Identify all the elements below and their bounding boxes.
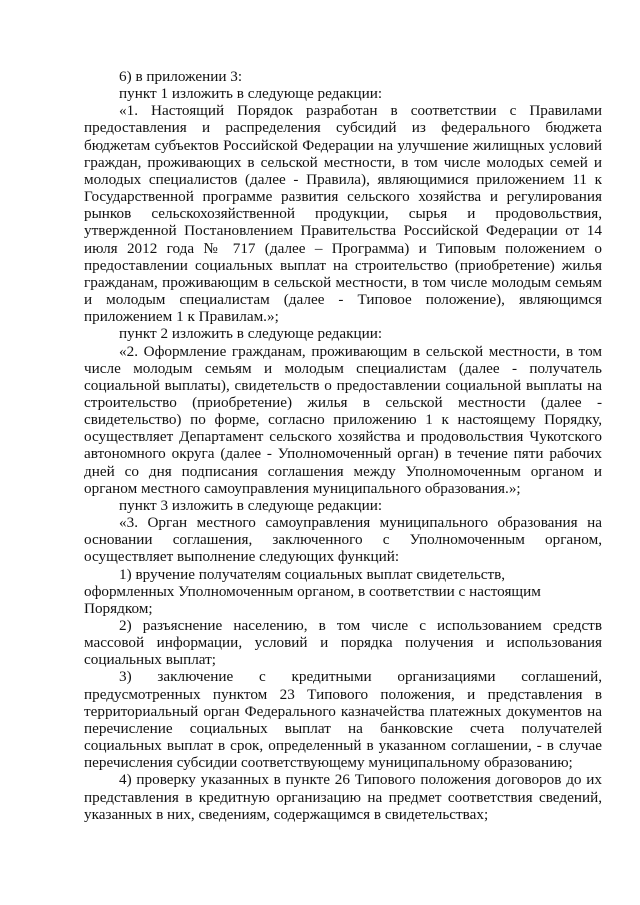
paragraph-appendix-3: 6) в приложении 3: <box>119 68 243 85</box>
document-page <box>84 68 602 823</box>
function-1-line-2: оформленных Уполномоченным органом, в соответствии с настоящим <box>84 582 541 600</box>
paragraph-function-3: 3) заключение с кредитными организациями соглашений, предусмотренных пунктом 23 Типового положения, и представления в территориальный орган Федерального казначейства платежных документов на перечисление социальных выплат на банковские счета получателей социальных выплат в срок, определенный в указанном соглашении, - в случае перечисления субсидии соответствующему муниципальному образованию; <box>84 668 602 772</box>
paragraph-function-2: 2) разъяснение населению, в том числе с использованием средств массовой информации, условий и порядка получения и использования социальных выплат; <box>84 617 602 669</box>
paragraph-item-2: «2. Оформление гражданам, проживающим в сельской местности, в том числе молодым семьям и молодым специалистам (далее - получатель социальной выплаты), свидетельств о предоставлении социальной выплаты на строительство (приобретение) жилья в сельской местности (далее - свидетельство) по форме, согласно приложению 1 к настоящему Порядку, осуществляет Департамент сельского хозяйства и продовольствия Чукотского автономного округа (далее - Уполномоченный орган) в течение пяти рабочих дней со дня подписания соглашения между Уполномоченным органом и органом местного самоуправления муниципального образования.»; <box>84 342 602 497</box>
function-1-line-1: 1) вручение получателям социальных выплат свидетельств, <box>119 565 506 583</box>
paragraph-item-1-intro: пункт 1 изложить в следующе редакции: <box>119 85 383 103</box>
paragraph-item-1: «1. Настоящий Порядок разработан в соответствии с Правилами предоставления и распределения субсидий из федерального бюджета бюджетам субъектов Российской Федерации на улучшение жилищных условий граждан, проживающих в сельской местности, в том числе молодых семей и молодых специалистов (далее - Правила), являющимися приложением 11 к Государственной программе развития сельского хозяйства и регулирования рынков сельскохозяйственной продукции, сырья и продовольствия, утвержденной Постановлением Правительства Российской Федерации от 14 июля 2012 года № 717 (далее – Программа) и Типовым положением о предоставлении социальных выплат на строительство (приобретение) жилья гражданам, проживающим в сельской местности, в том числе молодым семьям и молодым специалистам (далее - Типовое положение), являющимся приложением 1 к Правилам.»; <box>84 102 602 326</box>
paragraph-function-1 <box>84 566 602 617</box>
function-1-line-3: Порядком; <box>84 599 153 617</box>
paragraph-function-4: 4) проверку указанных в пункте 26 Типового положения договоров до их представления в кредитную организацию на предмет соответствия сведений, указанных в них, сведениям, содержащимся в свидетельствах; <box>84 771 602 823</box>
paragraph-item-2-intro: пункт 2 изложить в следующе редакции: <box>119 325 383 343</box>
paragraph-item-3-intro: пункт 3 изложить в следующе редакции: <box>119 496 383 514</box>
paragraph-item-3: «3. Орган местного самоуправления муниципального образования на основании соглашения, заключенного с Уполномоченным органом, осуществляет выполнение следующих функций: <box>84 514 602 566</box>
